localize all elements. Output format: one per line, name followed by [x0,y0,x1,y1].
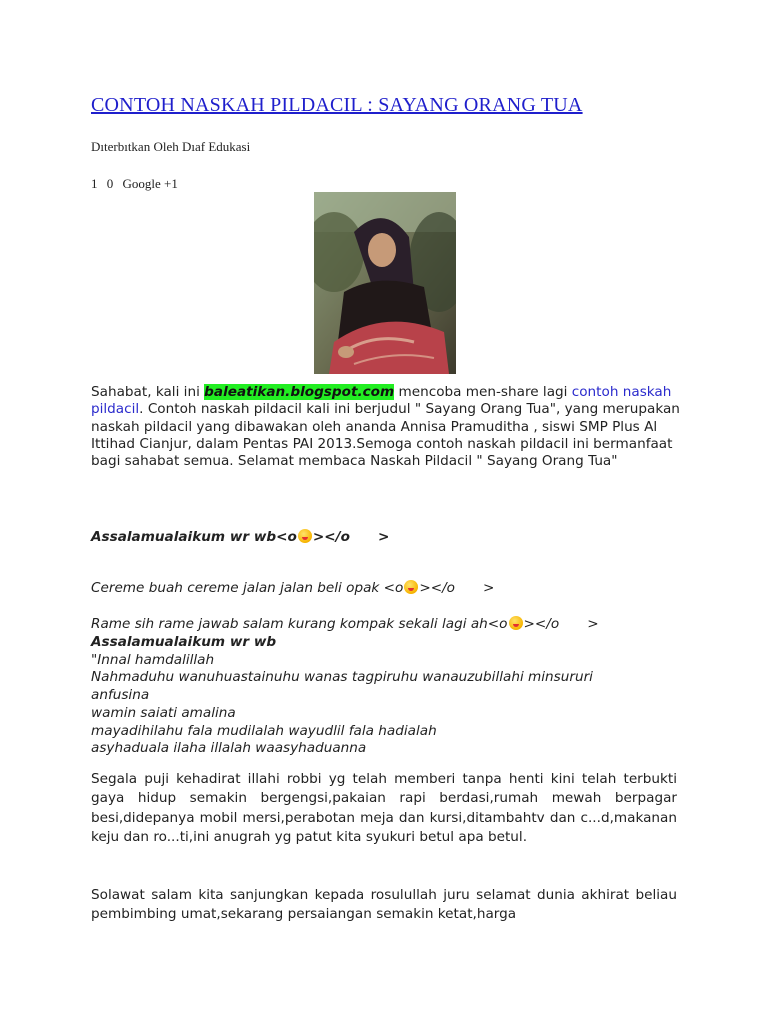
comment-count: 0 [106,176,114,191]
intro-text-start: Sahabat, kali ini [91,384,205,400]
pantun-1-end: > [483,580,495,596]
prayer-line: mayadihilahu fala mudilalah wayudlil fala hadialah [91,722,437,739]
contoh-naskah-link[interactable]: contoh naskah pildacil [91,384,672,418]
greeting-line [91,529,389,545]
share-count: 1 [91,176,98,191]
prayer-line: wamin saiati amalina [91,704,236,721]
google-plus-button[interactable]: Google +1 [122,176,178,191]
byline: Dıterbıtkan Oleh Dıaf Edukasi [91,139,251,154]
greeting-end: > [377,529,390,545]
pantun-2-close: ></o [523,616,560,632]
intro-text-end: . Contoh naskah pildacil kali ini berjudul " Sayang Orang Tua", yang merupakan naskah pildacil yang dibawakan oleh ananda Annisa Pramuditha , siswi SMP Plus Al Ittihad Cianjur, dalam Pentas PAI 2013.Semoga contoh naskah pildacil ini bermanfaat bagi sahabat semua. Selamat membaca Naskah Pildacil " Sayang Orang Tua" [91,401,680,470]
prayer-line: asyhaduala ilaha illalah waasyhaduanna [91,740,367,757]
tongue-out-smiley-icon [509,616,523,630]
pantun-2-text: Rame sih rame jawab salam kurang kompak sekali lagi ah<o [91,616,508,632]
prayer-line: "Innal hamdalillah [91,651,215,668]
social-share-bar [91,176,184,192]
body-paragraph: Solawat salam kita sanjungkan kepada rosulullah juru selamat dunia akhirat beliau pembimbing umat,sekarang persaiangan semakin ketat,harga [91,887,677,923]
prayer-line: anfusina [91,687,150,704]
greeting-text: Assalamualaikum wr wb<o [91,529,297,545]
pantun-line-1 [91,580,494,596]
tongue-out-smiley-icon [404,580,418,594]
blog-link[interactable]: baleatikan.blogspot.com [204,384,395,400]
pantun-1-close: ></o [419,580,455,596]
intro-text-middle: mencoba men-share lagi [394,384,572,400]
opening-prayer [91,634,691,758]
intro-paragraph [91,384,681,470]
article-title[interactable]: CONTOH NASKAH PILDACIL : SAYANG ORANG TUA [91,94,583,116]
body-paragraph: Segala puji kehadirat illahi robbi yg telah memberi tanpa henti kini telah terbukti gaya hidup semakin bergengsi,pakaian rapi berdasi,rumah mewah berpagar besi,didepanya mobil mersi,perabotan meja dan kursi,ditambahtv dan c...d,makanan keju dan ro...ti,ini anugrah yg patut kita syukuri betul apa betul. [91,771,677,845]
pantun-line-2 [91,616,599,632]
tongue-out-smiley-icon [298,529,312,543]
article-photo [314,192,456,374]
pantun-2-end: > [587,616,599,632]
prayer-heading: Assalamualaikum wr wb [91,634,277,650]
greeting-close: ></o [312,529,350,545]
prayer-line: Nahmaduhu wanuhuastainuhu wanas tagpiruhu wanauzubillahi minsururi [91,669,593,686]
pantun-1-text: Cereme buah cereme jalan jalan beli opak <o [91,580,404,596]
